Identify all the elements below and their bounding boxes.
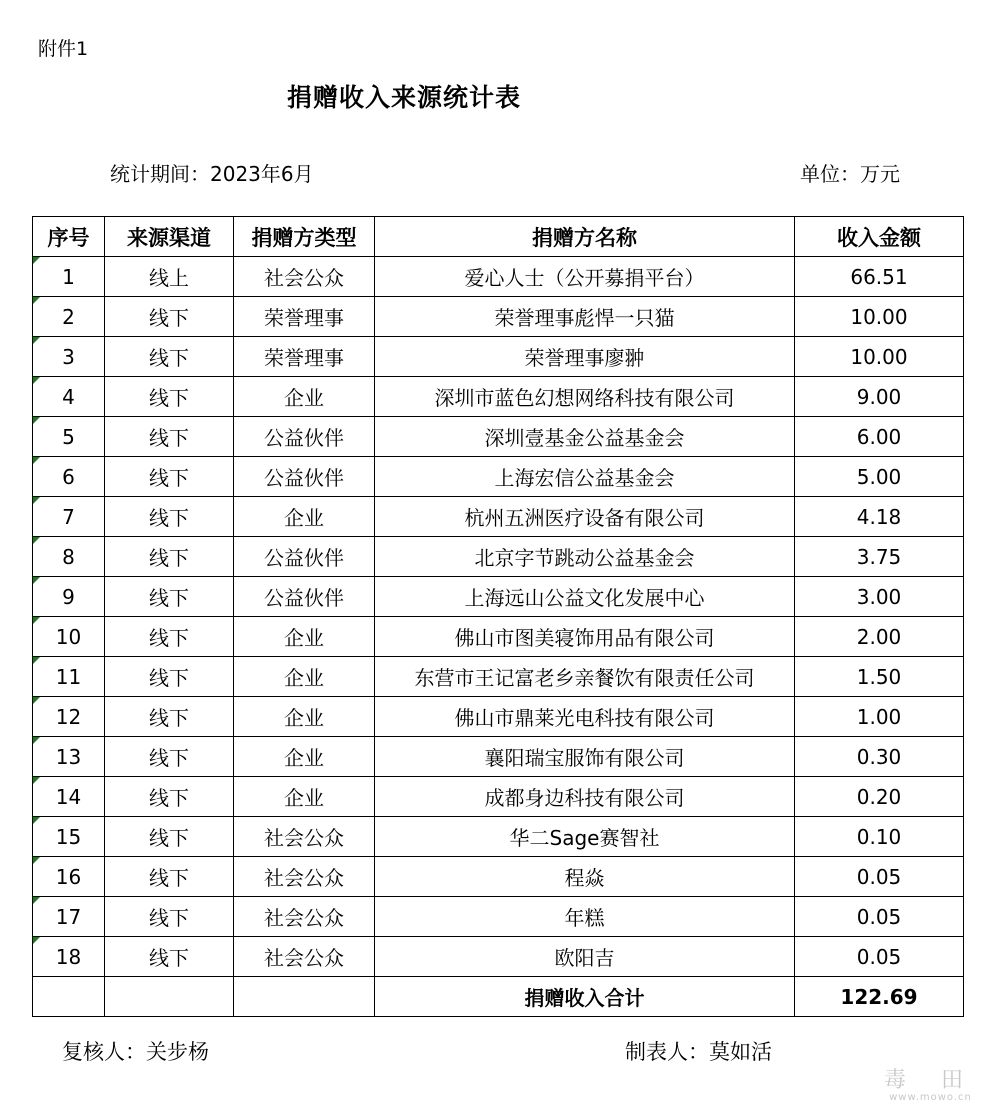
cell-donor-name [375,857,795,897]
cell-donor-type-text: 公益伙伴 [264,426,344,450]
cell-index-text: 2 [62,304,75,329]
cell-channel [105,697,234,737]
cell-index [33,577,105,617]
cell-channel-text: 线下 [149,586,189,610]
cell-amount [795,537,964,577]
cell-donor-type-text: 社会公众 [264,826,344,850]
cell-marker-icon [33,337,40,344]
cell-donor-name [375,737,795,777]
cell-channel [105,537,234,577]
cell-index [33,497,105,537]
cell-amount [795,457,964,497]
cell-index-text: 1 [62,264,75,289]
cell-donor-type [234,617,375,657]
cell-index [33,537,105,577]
cell-donor-name [375,297,795,337]
cell-channel [105,817,234,857]
total-label: 捐赠收入合计 [375,977,795,1017]
cell-index [33,297,105,337]
column-header-amount: 收入金额 [795,217,964,257]
cell-donor-type-text: 公益伙伴 [264,466,344,490]
table-row [33,497,964,537]
cell-donor-name [375,457,795,497]
total-empty-cell [105,977,234,1017]
cell-donor-type-text: 企业 [284,386,324,410]
column-header-index: 序号 [33,217,105,257]
cell-channel-text: 线下 [149,426,189,450]
cell-amount-text: 1.00 [856,704,902,729]
table-row [33,297,964,337]
cell-donor-name [375,657,795,697]
cell-channel-text: 线下 [149,826,189,850]
cell-donor-name [375,417,795,457]
cell-channel-text: 线下 [149,906,189,930]
cell-channel-text: 线下 [149,506,189,530]
cell-marker-icon [33,697,40,704]
cell-channel-text: 线上 [149,266,189,290]
cell-index-text: 14 [55,784,82,809]
cell-channel [105,297,234,337]
cell-donor-type-text: 公益伙伴 [264,546,344,570]
cell-donor-name-text: 深圳壹基金公益基金会 [484,426,685,450]
cell-index-text: 6 [62,464,75,489]
cell-amount-text: 1.50 [856,664,902,689]
cell-marker-icon [33,537,40,544]
cell-amount [795,897,964,937]
cell-donor-name [375,577,795,617]
cell-index-text: 4 [62,384,75,409]
cell-marker-icon [33,777,40,784]
cell-index [33,737,105,777]
cell-donor-type-text: 企业 [284,706,324,730]
cell-index [33,657,105,697]
column-header-channel: 来源渠道 [105,217,234,257]
cell-donor-name-text: 荣誉理事廖翀 [524,346,645,370]
cell-amount-text: 0.10 [856,824,902,849]
watermark-logo [884,1063,977,1103]
cell-donor-name-text: 荣誉理事彪悍一只猫 [494,306,675,330]
cell-donor-name [375,897,795,937]
cell-amount [795,417,964,457]
cell-channel [105,337,234,377]
cell-donor-type [234,337,375,377]
table-row [33,577,964,617]
cell-channel [105,257,234,297]
cell-channel-text: 线下 [149,546,189,570]
cell-index [33,697,105,737]
cell-index [33,457,105,497]
cell-amount-text: 0.05 [856,864,902,889]
cell-amount-text: 4.18 [856,504,902,529]
table-row [33,777,964,817]
cell-amount [795,257,964,297]
cell-donor-name-text: 佛山市鼎莱光电科技有限公司 [454,706,715,730]
cell-index [33,857,105,897]
cell-marker-icon [33,457,40,464]
cell-donor-name-text: 程焱 [564,866,605,890]
cell-amount [795,777,964,817]
cell-donor-type-text: 公益伙伴 [264,586,344,610]
cell-donor-type-text: 荣誉理事 [264,346,344,370]
table-row [33,857,964,897]
cell-donor-name-text: 成都身边科技有限公司 [484,786,685,810]
cell-donor-type [234,817,375,857]
table-row [33,417,964,457]
cell-index [33,937,105,977]
cell-amount [795,697,964,737]
statistics-period: 统计期间：2023年6月 [110,162,314,186]
cell-donor-type-text: 企业 [284,786,324,810]
cell-amount-text: 2.00 [856,624,902,649]
cell-amount-text: 10.00 [850,344,908,369]
table-row [33,537,964,577]
cell-channel-text: 线下 [149,626,189,650]
cell-channel-text: 线下 [149,946,189,970]
cell-amount-text: 3.75 [856,544,902,569]
cell-donor-type [234,497,375,537]
cell-donor-type [234,857,375,897]
cell-donor-type [234,457,375,497]
cell-marker-icon [33,857,40,864]
cell-donor-type-text: 社会公众 [264,266,344,290]
column-header-donor-name: 捐赠方名称 [375,217,795,257]
cell-index-text: 13 [55,744,82,769]
cell-amount [795,337,964,377]
cell-donor-type-text: 企业 [284,666,324,690]
cell-donor-type-text: 社会公众 [264,906,344,930]
watermark-text: 毒 田 [884,1068,977,1093]
unit-label: 单位：万元 [800,162,900,186]
cell-index-text: 7 [62,504,75,529]
cell-donor-type [234,777,375,817]
cell-donor-name-text: 上海远山公益文化发展中心 [464,586,705,610]
total-empty-cell [33,977,105,1017]
table-row [33,337,964,377]
reviewer-signature: 复核人：关步杨 [62,1040,209,1064]
cell-donor-name [375,617,795,657]
cell-amount-text: 9.00 [856,384,902,409]
cell-channel [105,777,234,817]
cell-donor-type-text: 企业 [284,746,324,770]
cell-marker-icon [33,937,40,944]
cell-donor-type [234,897,375,937]
cell-donor-name-text: 佛山市图美寝饰用品有限公司 [454,626,715,650]
cell-index-text: 16 [55,864,82,889]
cell-amount [795,577,964,617]
cell-donor-name [375,257,795,297]
cell-amount-text: 0.05 [856,944,902,969]
cell-index-text: 15 [55,824,82,849]
cell-index [33,377,105,417]
cell-index [33,897,105,937]
cell-donor-type-text: 企业 [284,626,324,650]
cell-amount-text: 6.00 [856,424,902,449]
cell-amount [795,297,964,337]
cell-amount [795,857,964,897]
cell-amount [795,737,964,777]
cell-marker-icon [33,897,40,904]
cell-index-text: 10 [55,624,82,649]
cell-amount-text: 10.00 [850,304,908,329]
cell-donor-type-text: 社会公众 [264,946,344,970]
cell-channel-text: 线下 [149,866,189,890]
cell-amount-text: 0.05 [856,904,902,929]
cell-donor-name-text: 杭州五洲医疗设备有限公司 [464,506,705,530]
cell-donor-type [234,577,375,617]
cell-channel [105,897,234,937]
table-row [33,617,964,657]
donation-table [32,216,964,1017]
cell-donor-name-text: 上海宏信公益基金会 [494,466,675,490]
cell-donor-type [234,697,375,737]
cell-donor-type [234,937,375,977]
cell-amount-text: 0.30 [856,744,902,769]
cell-amount [795,817,964,857]
cell-donor-type [234,737,375,777]
cell-marker-icon [33,617,40,624]
total-row [33,977,964,1017]
watermark-url: www.mowo.cn [889,1092,972,1103]
cell-donor-type [234,297,375,337]
cell-channel-text: 线下 [149,466,189,490]
cell-channel-text: 线下 [149,786,189,810]
cell-index [33,417,105,457]
cell-marker-icon [33,257,40,264]
cell-index-text: 9 [62,584,75,609]
page-title: 捐赠收入来源统计表 [287,83,522,112]
table-row [33,817,964,857]
cell-donor-name-text: 华二Sage赛智社 [509,826,660,850]
cell-channel-text: 线下 [149,706,189,730]
cell-channel [105,937,234,977]
cell-amount [795,657,964,697]
cell-donor-name-text: 爱心人士（公开募捐平台） [464,266,705,290]
cell-marker-icon [33,497,40,504]
total-empty-cell [234,977,375,1017]
table-row [33,257,964,297]
cell-donor-type-text: 社会公众 [264,866,344,890]
cell-channel [105,617,234,657]
cell-marker-icon [33,817,40,824]
cell-channel [105,497,234,537]
cell-amount [795,377,964,417]
cell-channel-text: 线下 [149,746,189,770]
cell-donor-name [375,777,795,817]
cell-donor-name-text: 欧阳吉 [554,946,615,970]
cell-channel [105,417,234,457]
cell-donor-name-text: 年糕 [564,906,605,930]
cell-channel [105,657,234,697]
cell-index [33,257,105,297]
cell-index-text: 11 [55,664,82,689]
column-header-donor-type: 捐赠方类型 [234,217,375,257]
cell-index-text: 17 [55,904,82,929]
cell-donor-type [234,537,375,577]
cell-index [33,337,105,377]
cell-donor-name-text: 东营市王记富老乡亲餐饮有限责任公司 [414,666,755,690]
total-amount: 122.69 [795,977,964,1017]
cell-donor-type [234,657,375,697]
cell-marker-icon [33,417,40,424]
table-row [33,897,964,937]
cell-index-text: 18 [55,944,82,969]
cell-amount [795,617,964,657]
cell-channel [105,377,234,417]
cell-donor-type [234,377,375,417]
cell-channel [105,577,234,617]
cell-donor-name [375,537,795,577]
cell-amount-text: 3.00 [856,584,902,609]
cell-channel [105,457,234,497]
preparer-signature: 制表人：莫如活 [625,1040,772,1064]
cell-amount [795,937,964,977]
cell-marker-icon [33,737,40,744]
cell-amount [795,497,964,537]
cell-donor-name-text: 北京字节跳动公益基金会 [474,546,695,570]
cell-index-text: 8 [62,544,75,569]
cell-channel-text: 线下 [149,666,189,690]
cell-index [33,617,105,657]
table-row [33,937,964,977]
cell-channel-text: 线下 [149,306,189,330]
table-row [33,697,964,737]
cell-marker-icon [33,577,40,584]
cell-amount-text: 5.00 [856,464,902,489]
table-row [33,457,964,497]
cell-donor-name [375,377,795,417]
cell-index-text: 3 [62,344,75,369]
cell-donor-name [375,937,795,977]
cell-donor-name-text: 深圳市蓝色幻想网络科技有限公司 [434,386,735,410]
cell-marker-icon [33,657,40,664]
cell-donor-name [375,697,795,737]
cell-index [33,817,105,857]
cell-marker-icon [33,377,40,384]
cell-donor-type [234,257,375,297]
cell-donor-name [375,337,795,377]
cell-donor-name [375,817,795,857]
cell-channel-text: 线下 [149,346,189,370]
cell-donor-name [375,497,795,537]
cell-donor-type-text: 荣誉理事 [264,306,344,330]
table-row [33,377,964,417]
cell-channel [105,737,234,777]
cell-channel [105,857,234,897]
cell-index-text: 5 [62,424,75,449]
cell-donor-type-text: 企业 [284,506,324,530]
cell-donor-name-text: 襄阳瑞宝服饰有限公司 [484,746,685,770]
attachment-label: 附件1 [38,38,89,60]
cell-channel-text: 线下 [149,386,189,410]
table-header-row [33,217,964,257]
cell-amount-text: 0.20 [856,784,902,809]
cell-donor-type [234,417,375,457]
table-row [33,657,964,697]
cell-index [33,777,105,817]
cell-index-text: 12 [55,704,82,729]
cell-amount-text: 66.51 [850,264,908,289]
cell-marker-icon [33,297,40,304]
table-row [33,737,964,777]
